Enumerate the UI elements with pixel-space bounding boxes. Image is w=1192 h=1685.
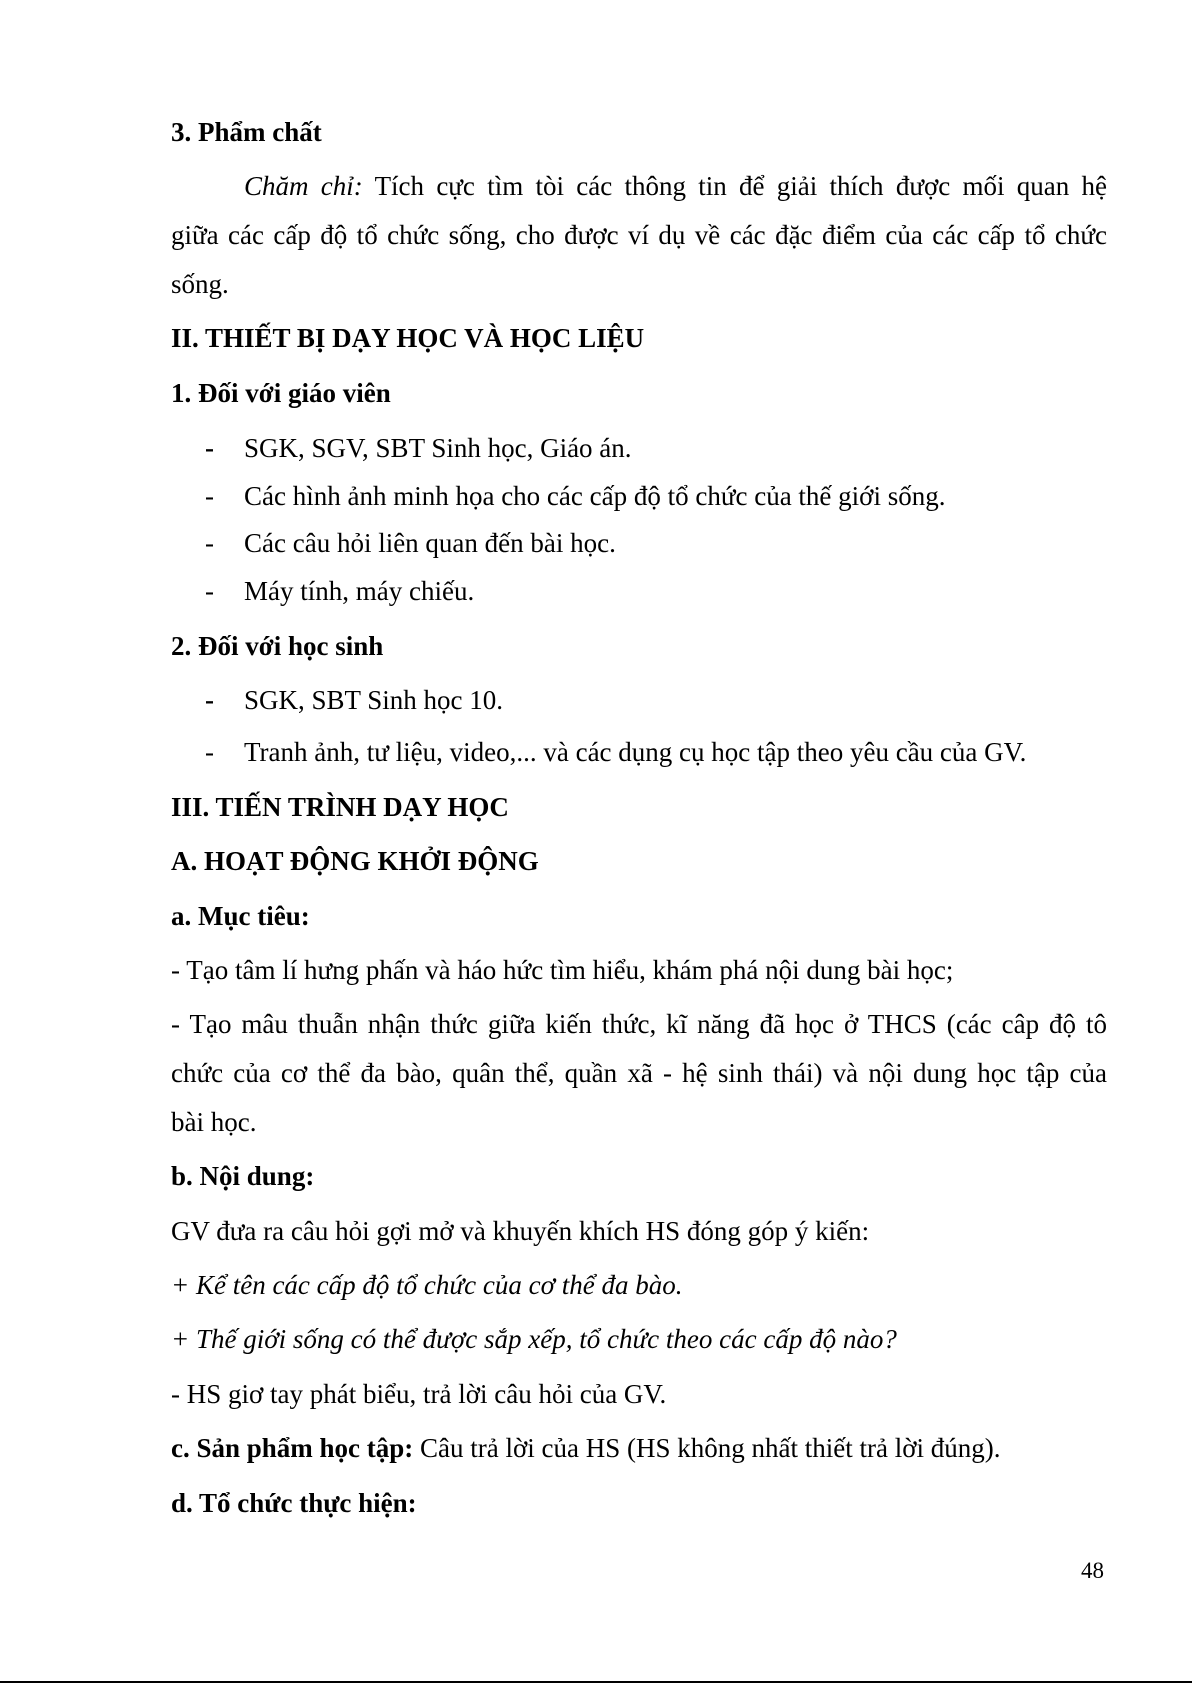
teacher-item — [205, 567, 474, 616]
qualities-paragraph-line-2: giữa các cấp độ tổ chức sống, cho được ví dụ về các đặc điểm của các cấp tổ chức — [171, 220, 1107, 250]
qualities-paragraph-line-3: sống. — [171, 269, 229, 299]
bullet-dash: - — [205, 528, 214, 558]
content-line-1: GV đưa ra câu hỏi gợi mở và khuyến khích HS đóng góp ý kiến: — [171, 1216, 870, 1246]
objective-line-3: chức của cơ thể đa bào, quân thể, quần xã - hệ sinh thái) và nội dung học tập của — [171, 1058, 1107, 1088]
bullet-dash: - — [205, 737, 214, 767]
teacher-item-text: Các hình ảnh minh họa cho các cấp độ tổ chức của thế giới sống. — [244, 481, 946, 511]
teacher-item — [205, 519, 616, 568]
bullet-dash: - — [205, 576, 214, 606]
heading-objective: a. Mục tiêu: — [171, 901, 310, 931]
content-question-1: + Kể tên các cấp độ tổ chức của cơ thể đa bào. — [171, 1270, 683, 1300]
page-bottom-border — [0, 1681, 1192, 1683]
qualities-text-1: Tích cực tìm tòi các thông tin để giải thích được mối quan hệ — [374, 171, 1108, 201]
qualities-paragraph-line-1 — [244, 162, 1107, 211]
student-item-text: Tranh ảnh, tư liệu, video,... và các dụng cụ học tập theo yêu cầu của GV. — [244, 737, 1027, 767]
product-label: c. Sản phẩm học tập: — [171, 1433, 414, 1463]
teacher-item-text: Các câu hỏi liên quan đến bài học. — [244, 528, 616, 558]
heading-teaching-process: III. TIẾN TRÌNH DẠY HỌC — [171, 792, 509, 822]
student-item — [205, 728, 1026, 777]
content-question-2: + Thế giới sống có thể được sắp xếp, tổ chức theo các cấp độ nào? — [171, 1324, 897, 1354]
objective-line-2: - Tạo mâu thuẫn nhận thức giữa kiến thức, kĩ năng đã học ở THCS (các câp độ tô — [171, 1009, 1107, 1039]
bullet-dash: - — [205, 481, 214, 511]
page-number: 48 — [1081, 1558, 1104, 1583]
heading-organization: d. Tổ chức thực hiện: — [171, 1488, 417, 1518]
heading-qualities: 3. Phẩm chất — [171, 117, 322, 147]
teacher-item-text: SGK, SGV, SBT Sinh học, Giáo án. — [244, 433, 632, 463]
product-line — [171, 1424, 1001, 1473]
heading-content: b. Nội dung: — [171, 1161, 315, 1191]
bullet-dash: - — [205, 685, 214, 715]
heading-for-teachers: 1. Đối với giáo viên — [171, 378, 391, 408]
teacher-item-text: Máy tính, máy chiếu. — [244, 576, 475, 606]
diligence-label: Chăm chỉ: — [244, 171, 363, 201]
teacher-item — [205, 472, 945, 521]
teacher-item — [205, 424, 632, 473]
content-line-2: - HS giơ tay phát biểu, trả lời câu hỏi của GV. — [171, 1379, 667, 1409]
objective-line-1: - Tạo tâm lí hưng phấn và háo hức tìm hiểu, khám phá nội dung bài học; — [171, 955, 954, 985]
objective-line-4: bài học. — [171, 1107, 257, 1137]
heading-for-students: 2. Đối với học sinh — [171, 631, 384, 661]
heading-teaching-equipment: II. THIẾT BỊ DẠY HỌC VÀ HỌC LIỆU — [171, 323, 645, 353]
student-item — [205, 676, 503, 725]
heading-warmup-activity: A. HOẠT ĐỘNG KHỞI ĐỘNG — [171, 846, 539, 876]
student-item-text: SGK, SBT Sinh học 10. — [244, 685, 504, 715]
bullet-dash: - — [205, 433, 214, 463]
product-text: Câu trả lời của HS (HS không nhất thiết trả lời đúng). — [420, 1433, 1001, 1463]
